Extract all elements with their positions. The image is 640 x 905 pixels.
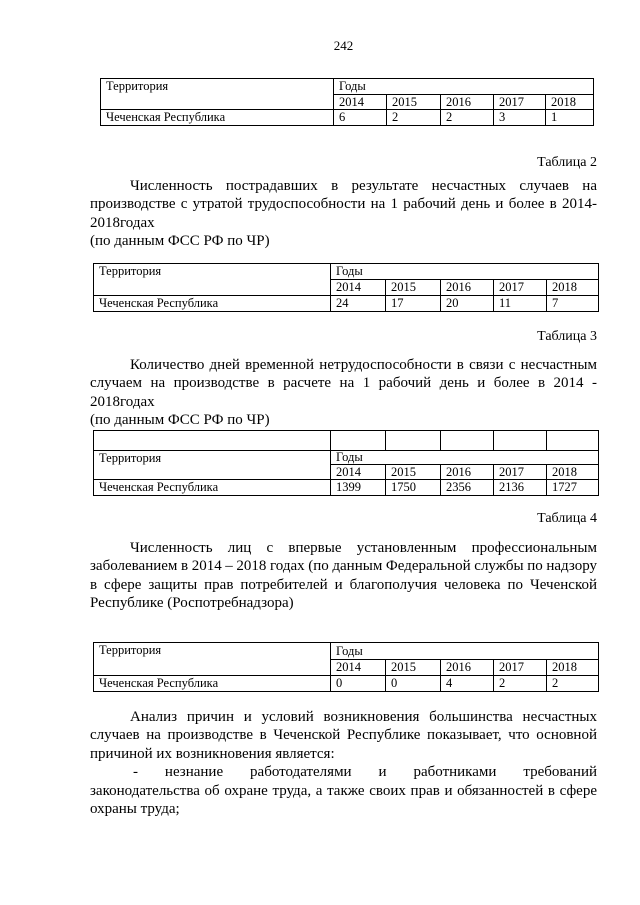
value-cell: 11 <box>494 296 547 312</box>
region-label-cell: Чеченская Республика <box>94 480 331 496</box>
title-line: Количество дней временной нетрудоспособности в связи с несчастным <box>130 356 597 373</box>
title-line: Численность пострадавших в результате несчастных случаев на <box>130 177 597 194</box>
year-header-cell: 2015 <box>386 660 441 676</box>
analysis-line: Анализ причин и условий возникновения большинства несчастных <box>130 708 597 725</box>
years-header-cell: Годы <box>331 451 599 465</box>
value-cell: 20 <box>441 296 494 312</box>
empty-cell <box>386 431 441 451</box>
territory-header-cell: Территория <box>94 451 331 480</box>
territory-header-cell: Территория <box>94 264 331 296</box>
title-line: случаем на производстве в расчете на 1 рабочий день и более в 2014 - <box>90 375 597 391</box>
value-cell: 2136 <box>494 480 547 496</box>
statistics-table <box>100 78 594 126</box>
value-cell: 2 <box>547 676 599 692</box>
year-header-cell: 2017 <box>494 660 547 676</box>
empty-cell <box>331 431 386 451</box>
empty-cell <box>441 431 494 451</box>
year-header-cell: 2017 <box>494 280 547 296</box>
year-header-cell: 2015 <box>387 95 441 110</box>
bullet-line: охраны труда; <box>90 801 180 817</box>
region-label-cell: Чеченская Республика <box>94 296 331 312</box>
value-cell: 7 <box>547 296 599 312</box>
statistics-table <box>93 430 599 496</box>
year-header-cell: 2016 <box>441 280 494 296</box>
year-header-cell: 2015 <box>386 280 441 296</box>
year-header-cell: 2014 <box>331 280 386 296</box>
table-title <box>90 356 597 430</box>
year-header-cell: 2017 <box>494 465 547 480</box>
title-line: Численность лиц с впервые установленным профессиональным <box>130 539 597 556</box>
year-header-cell: 2014 <box>334 95 387 110</box>
value-cell: 17 <box>386 296 441 312</box>
region-label-cell: Чеченская Республика <box>101 110 334 126</box>
table-title <box>90 177 597 251</box>
value-cell: 0 <box>386 676 441 692</box>
title-line: 2018годах <box>90 214 155 231</box>
source-note: (по данным ФСС РФ по ЧР) <box>90 412 270 428</box>
value-cell: 2 <box>494 676 547 692</box>
value-cell: 6 <box>334 110 387 126</box>
region-label-cell: Чеченская Республика <box>94 676 331 692</box>
years-header-cell: Годы <box>331 643 599 660</box>
empty-cell <box>94 431 331 451</box>
table-caption: Таблица 3 <box>537 329 597 344</box>
analysis-line: причиной их возникновения является: <box>90 745 335 762</box>
years-header-cell: Годы <box>334 79 594 95</box>
statistics-table <box>93 263 599 312</box>
analysis-section <box>90 708 597 819</box>
territory-header-cell: Территория <box>101 79 334 110</box>
value-cell: 4 <box>441 676 494 692</box>
title-line: Республике (Роспотребнадзора) <box>90 595 294 611</box>
year-header-cell: 2018 <box>547 280 599 296</box>
value-cell: 1727 <box>547 480 599 496</box>
year-header-cell: 2016 <box>441 660 494 676</box>
bullet-line: законодательства об охране труда, а также своих прав и обязанностей в сфере <box>90 782 597 799</box>
year-header-cell: 2015 <box>386 465 441 480</box>
table-caption: Таблица 2 <box>537 155 597 170</box>
year-header-cell: 2014 <box>331 660 386 676</box>
territory-header-cell: Территория <box>94 643 331 676</box>
year-header-cell: 2018 <box>547 465 599 480</box>
year-header-cell: 2016 <box>441 95 494 110</box>
empty-cell <box>547 431 599 451</box>
title-line: 2018годах <box>90 393 155 410</box>
value-cell: 1 <box>546 110 594 126</box>
value-cell: 2 <box>441 110 494 126</box>
year-header-cell: 2016 <box>441 465 494 480</box>
year-header-cell: 2017 <box>494 95 546 110</box>
value-cell: 0 <box>331 676 386 692</box>
year-header-cell: 2014 <box>331 465 386 480</box>
years-header-cell: Годы <box>331 264 599 280</box>
table-caption: Таблица 4 <box>537 511 597 526</box>
value-cell: 3 <box>494 110 546 126</box>
value-cell: 24 <box>331 296 386 312</box>
value-cell: 1399 <box>331 480 386 496</box>
value-cell: 2356 <box>441 480 494 496</box>
value-cell: 1750 <box>386 480 441 496</box>
year-header-cell: 2018 <box>547 660 599 676</box>
year-header-cell: 2018 <box>546 95 594 110</box>
bullet-line: - незнание работодателями и работниками требований <box>133 764 597 780</box>
empty-cell <box>494 431 547 451</box>
value-cell: 2 <box>387 110 441 126</box>
title-line: заболеванием в 2014 – 2018 годах (по данным Федеральной службы по надзору <box>90 558 597 574</box>
statistics-table <box>93 642 599 692</box>
title-line: в сфере защиты прав потребителей и благополучия человека по Чеченской <box>90 576 597 593</box>
table-title <box>90 539 597 613</box>
analysis-line: случаев на производстве в Чеченской Республике показывает, что основной <box>90 727 597 743</box>
title-line: производстве с утратой трудоспособности на 1 рабочий день и более в 2014- <box>90 196 597 212</box>
source-note: (по данным ФСС РФ по ЧР) <box>90 233 270 249</box>
page-number: 242 <box>333 38 354 53</box>
